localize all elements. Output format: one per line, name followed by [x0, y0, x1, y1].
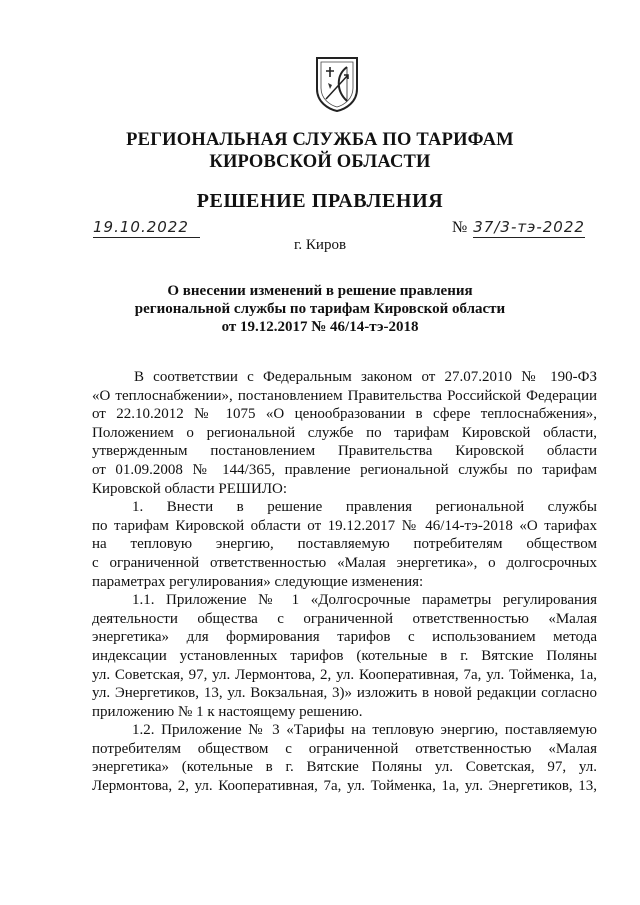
body-line: Лермонтова, 2, ул. Кооперативная, 7а, ул. Тойменка, 1а, ул. Энергетиков, 13,	[92, 778, 597, 795]
subject-line3: от 19.12.2017 № 46/14-тэ-2018	[221, 319, 419, 335]
body-line: 1. Внести в решение правления региональной службы	[132, 499, 597, 516]
body-line: от 01.09.2008 № 144/365, правление региональной службы по тарифам	[92, 461, 597, 478]
organization-name-line2: КИРОВСКОЙ ОБЛАСТИ	[209, 152, 431, 172]
document-date: 19.10.2022	[93, 218, 200, 238]
body-line: потребителям обществом с ограниченной ответственностью «Малая	[92, 740, 597, 757]
body-line: деятельности общества с ограниченной ответственностью «Малая	[92, 610, 597, 627]
body-line: энергетика» (котельные в г. Вятские Поляны ул. Советская, 97, ул.	[92, 759, 597, 776]
organization-name-line1: РЕГИОНАЛЬНАЯ СЛУЖБА ПО ТАРИФАМ	[126, 130, 514, 150]
city: г. Киров	[293, 237, 347, 253]
body-line: В соответствии с Федеральным законом от 27.07.2010 № 190-ФЗ	[134, 369, 597, 385]
body-line: 1.2. Приложение № 3 «Тарифы на тепловую энергию, поставляемую	[132, 722, 597, 739]
body-line: ул. Советская, 97, ул. Лермонтова, 2, ул. Кооперативная, 7а, ул. Тойменка, 1а,	[92, 666, 597, 683]
body-line: «О теплоснабжении», постановлением Правительства Российской Федерации	[92, 387, 597, 404]
subject-line1: О внесении изменений в решение правления	[167, 283, 473, 299]
body-line: по тарифам Кировской области от 19.12.2017 № 46/14-тэ-2018 «О тарифах	[92, 517, 597, 534]
document-number-value: 37/3-тэ-2022	[473, 218, 585, 236]
body-line: энергетика» для формирования тарифов с использованием метода	[92, 629, 597, 646]
body-line: ул. Энергетиков, 13, ул. Вокзальная, 3)» изложить в новой редакции согласно	[92, 685, 597, 702]
coat-of-arms-icon	[314, 55, 360, 113]
subject-line2: региональной службы по тарифам Кировской области	[134, 301, 506, 317]
body-line: утвержденным постановлением Правительства Кировской области	[92, 443, 597, 460]
document-number	[452, 218, 585, 238]
body-line: на тепловую энергию, поставляемую потребителям обществом	[92, 536, 597, 553]
body-line: параметрах регулирования» следующие изменения:	[92, 573, 424, 590]
body-line: приложению № 1 к настоящему решению.	[92, 703, 363, 720]
body-line: индексации установленных тарифов (котельные в г. Вятские Поляны	[92, 647, 597, 664]
body-line: 1.1. Приложение № 1 «Долгосрочные параметры регулирования	[132, 592, 597, 609]
body-line: от 22.10.2012 № 1075 «О ценообразовании в сфере теплоснабжения»,	[92, 406, 597, 423]
body-line: с ограниченной ответственностью «Малая энергетика», о долгосрочных	[92, 554, 597, 571]
number-sign: №	[452, 219, 468, 236]
document-title: РЕШЕНИЕ ПРАВЛЕНИЯ	[196, 190, 444, 212]
body-text	[92, 368, 597, 796]
body-line: Кировской области РЕШИЛО:	[92, 480, 288, 497]
body-line: Положением о региональной службе по тарифам Кировской области,	[92, 424, 597, 441]
